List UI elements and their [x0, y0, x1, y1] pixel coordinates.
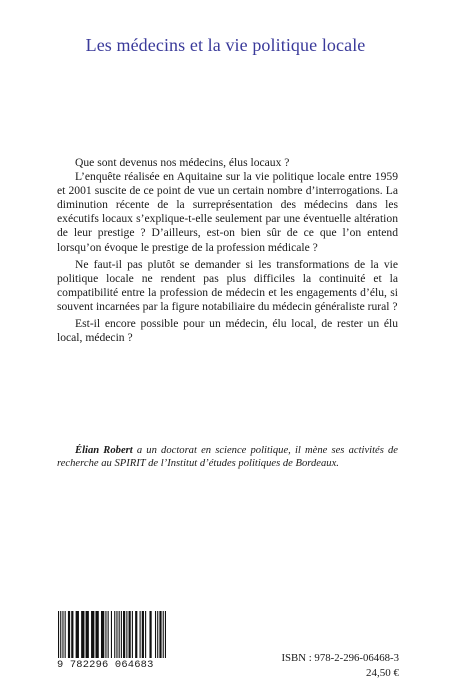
barcode-bar-15: [114, 611, 115, 661]
barcode-bars: [57, 611, 167, 661]
barcode-bar-25: [142, 611, 144, 661]
barcode-bar-31: [163, 611, 164, 661]
barcode-bar-3: [65, 611, 66, 661]
barcode-bar-0: [58, 611, 59, 661]
barcode-bar-26: [145, 611, 146, 661]
barcode-bar-24: [140, 611, 141, 661]
back-cover-text: [57, 156, 398, 345]
price: 24,50 €: [366, 667, 399, 679]
isbn: ISBN : 978-2-296-06468-3: [281, 652, 399, 664]
barcode-bar-8: [86, 611, 89, 661]
barcode-bar-21: [129, 611, 131, 661]
paragraph-transformations: Ne faut-il pas plutôt se demander si les transformations de la vie politique locale ne rendent pas plus difficiles la continuité et la compatibilité entre la profession de médecin et les engagements d’élu, si souvent incarnées par la figure notabiliaire du médecin généraliste rural ?: [57, 257, 398, 313]
barcode-bar-17: [119, 611, 120, 661]
paragraph-conclusion: Est-il encore possible pour un médecin, élu local, de rester un élu local, médecin ?: [57, 317, 398, 345]
paragraph-question: Que sont devenus nos médecins, élus locaux ?: [75, 156, 290, 169]
barcode-bar-1: [60, 611, 61, 661]
barcode-bar-27: [149, 611, 151, 661]
barcode-bar-28: [155, 611, 156, 661]
barcode-bar-9: [91, 611, 94, 661]
barcode-bar-5: [71, 611, 73, 661]
barcode-bar-30: [159, 611, 161, 661]
barcode-bar-10: [95, 611, 98, 661]
barcode-bar-20: [126, 611, 127, 661]
author-bio: [57, 444, 398, 471]
paragraph-survey: L’enquête réalisée en Aquitaine sur la vie politique locale entre 1959 et 2001 suscite de ce point de vue un certain nombre d’interrogations. La diminution récente de la surreprésentation des médecins dans les exécutifs locaux s’explique-t-elle seulement par une éventuelle altération de leur prestige ? D’ailleurs, est-on bien sûr de ce que l’on entend lorsqu’on évoque le prestige de la profession médicale ?: [57, 170, 398, 254]
barcode-bar-12: [105, 611, 106, 661]
barcode-bar-11: [101, 611, 104, 661]
barcode-bar-16: [116, 611, 117, 661]
barcode-bar-23: [135, 611, 137, 661]
barcode-bar-6: [76, 611, 79, 661]
barcode-bar-7: [81, 611, 84, 661]
barcode-bar-32: [165, 611, 166, 661]
barcode-bar-19: [123, 611, 125, 661]
barcode-bar-29: [157, 611, 158, 661]
barcode-bar-18: [121, 611, 122, 661]
author-description: a un doctorat en science politique, il mène ses activités de recherche au SPIRIT de l’Institut d’études politiques de Bordeaux.: [57, 445, 399, 470]
book-title: Les médecins et la vie politique locale: [85, 35, 366, 55]
barcode-bar-4: [68, 611, 70, 661]
author-name: Élian Robert: [75, 445, 133, 456]
barcode-bar-13: [108, 611, 109, 661]
barcode-bar-22: [132, 611, 133, 661]
barcode-bar-14: [111, 611, 112, 661]
barcode-bar-2: [62, 611, 63, 661]
barcode-digits: 9 782296 064683: [57, 658, 169, 671]
